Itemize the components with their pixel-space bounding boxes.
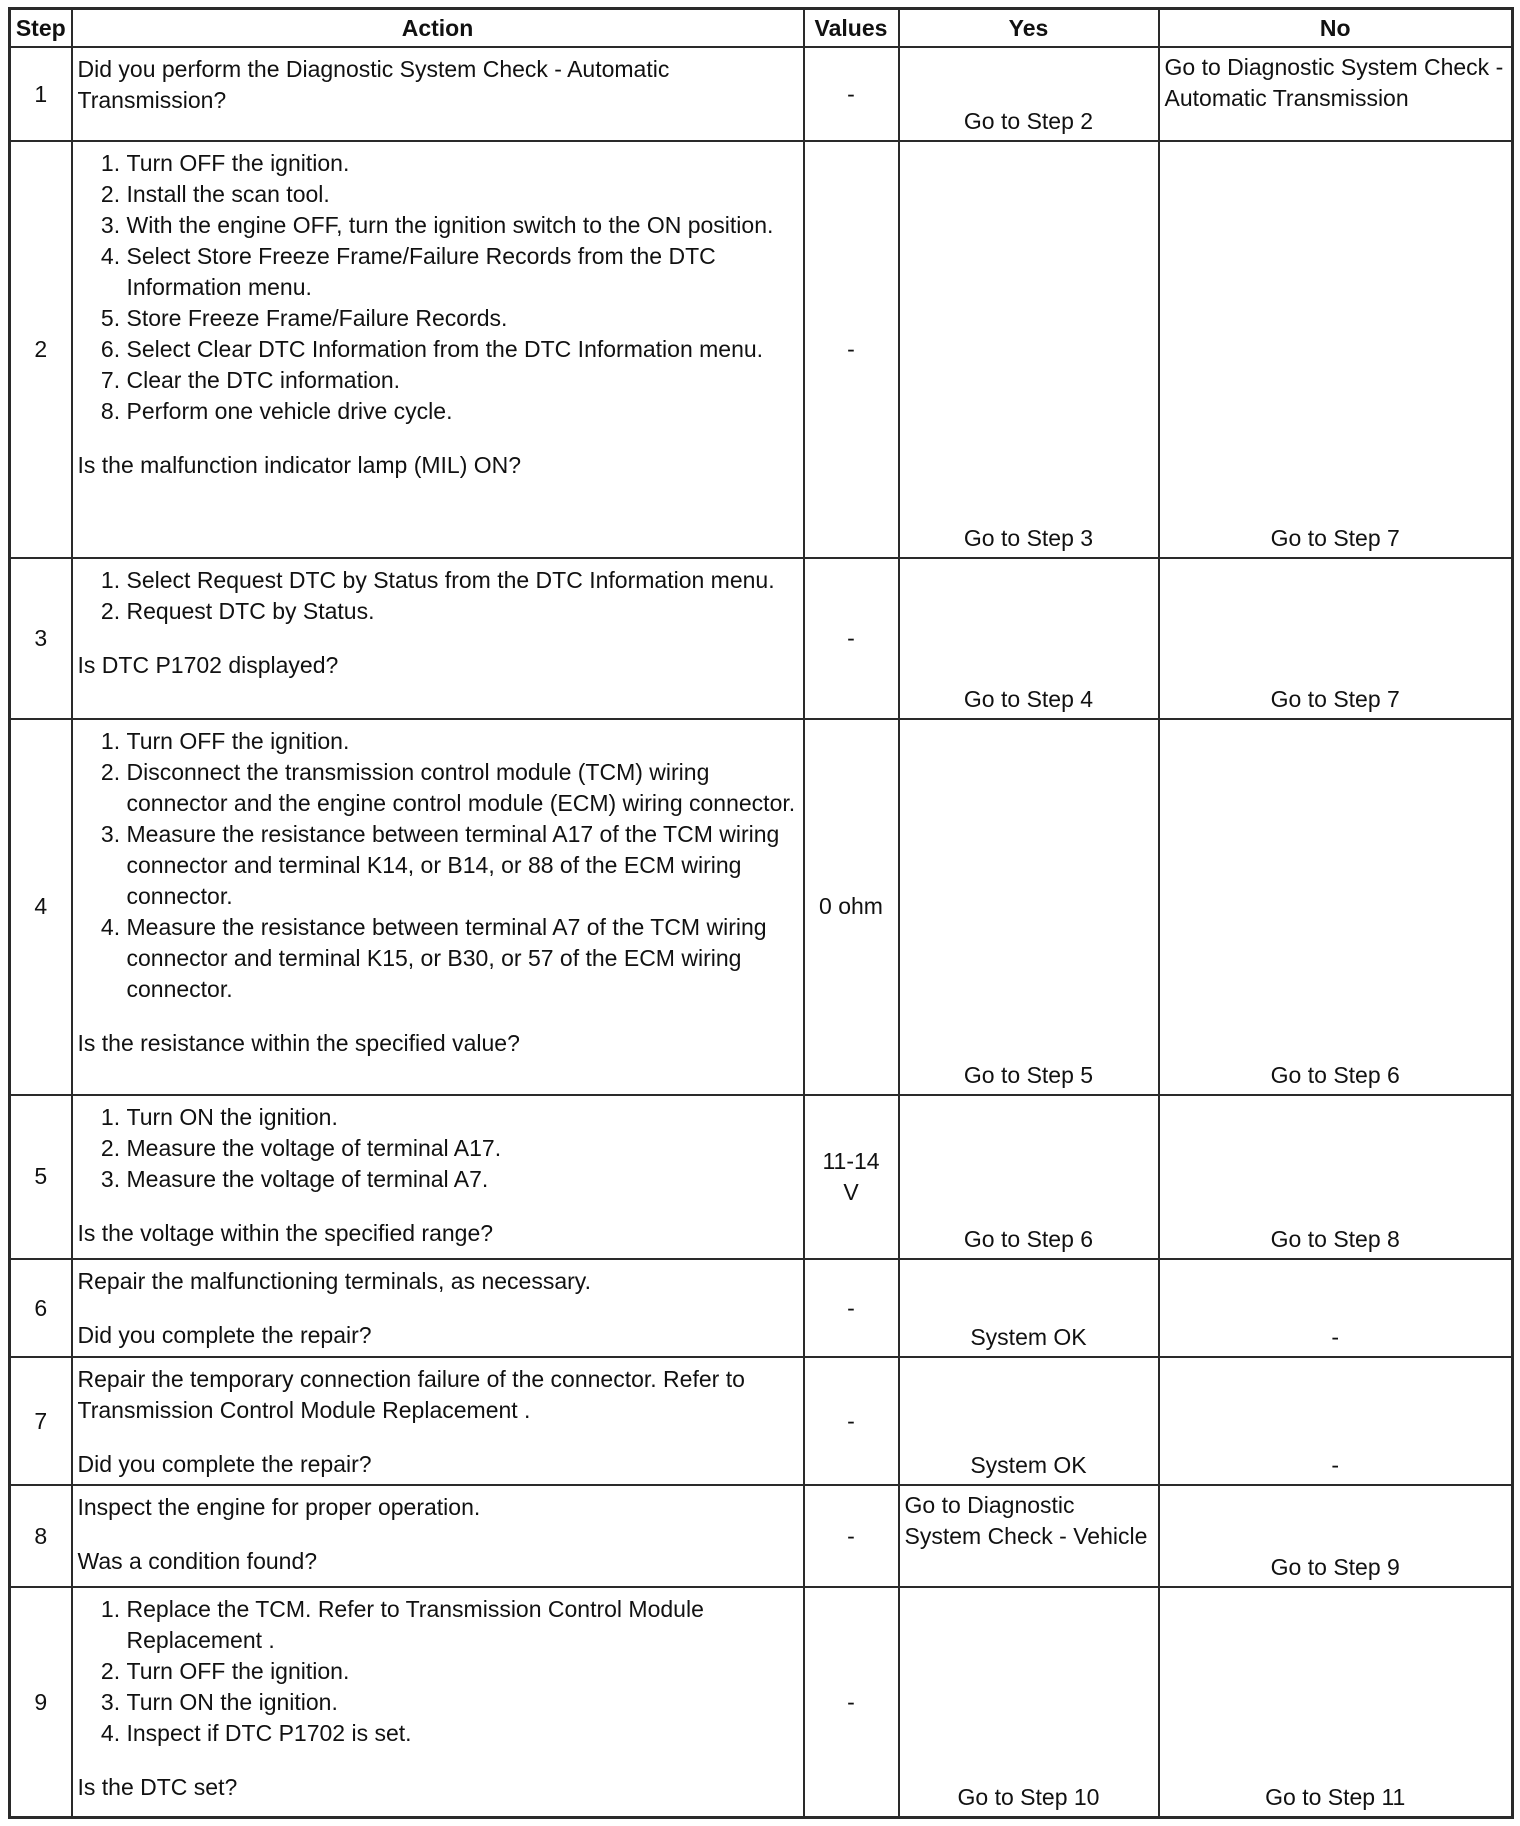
no-cell: Go to Step 7 bbox=[1159, 558, 1513, 718]
no-cell: Go to Step 9 bbox=[1159, 1485, 1513, 1587]
yes-cell: Go to Step 3 bbox=[899, 141, 1159, 558]
table-row bbox=[10, 1587, 1513, 1817]
list-item: 3. Measure the voltage of terminal A7. bbox=[127, 1164, 798, 1195]
list-item: 4. Inspect if DTC P1702 is set. bbox=[127, 1718, 798, 1749]
step-number: 7 bbox=[10, 1357, 72, 1485]
list-item: 1. Turn OFF the ignition. bbox=[127, 148, 798, 179]
no-cell: Go to Step 8 bbox=[1159, 1095, 1513, 1259]
list-item: 6. Select Clear DTC Information from the DTC Information menu. bbox=[127, 334, 798, 365]
value-cell: 11-14 V bbox=[804, 1095, 899, 1259]
action-cell bbox=[72, 47, 804, 141]
action-cell bbox=[72, 1485, 804, 1587]
value-cell: - bbox=[804, 141, 899, 558]
no-cell: Go to Step 7 bbox=[1159, 141, 1513, 558]
list-item: 2. Request DTC by Status. bbox=[127, 596, 798, 627]
action-cell bbox=[72, 141, 804, 558]
list-item: 8. Perform one vehicle drive cycle. bbox=[127, 396, 798, 427]
action-steps-list bbox=[78, 1594, 798, 1749]
action-steps-list bbox=[78, 1102, 798, 1195]
list-item: 4. Select Store Freeze Frame/Failure Records from the DTC Information menu. bbox=[127, 241, 798, 303]
action-question: Is the DTC set? bbox=[77, 1774, 238, 1801]
list-item: 3. Turn ON the ignition. bbox=[127, 1687, 798, 1718]
list-item: 5. Store Freeze Frame/Failure Records. bbox=[127, 303, 798, 334]
table-row bbox=[10, 1357, 1513, 1485]
list-item: 7. Clear the DTC information. bbox=[127, 365, 798, 396]
action-text: Inspect the engine for proper operation. bbox=[77, 1494, 481, 1521]
list-item: 1. Replace the TCM. Refer to Transmission Control Module Replacement . bbox=[127, 1594, 798, 1656]
list-item: 1. Select Request DTC by Status from the DTC Information menu. bbox=[127, 565, 798, 596]
action-text: Did you perform the Diagnostic System Check - Automatic Transmission? bbox=[77, 56, 670, 113]
list-item: 3. With the engine OFF, turn the ignition switch to the ON position. bbox=[127, 210, 798, 241]
header-step: Step bbox=[10, 9, 72, 48]
yes-cell: Go to Diagnostic System Check - Vehicle bbox=[899, 1485, 1159, 1587]
list-item: 1. Turn OFF the ignition. bbox=[127, 726, 798, 757]
table-row bbox=[10, 719, 1513, 1095]
header-no: No bbox=[1159, 9, 1513, 48]
header-row bbox=[10, 9, 1513, 48]
list-item: 1. Turn ON the ignition. bbox=[127, 1102, 798, 1133]
value-cell: - bbox=[804, 1485, 899, 1587]
no-cell: Go to Step 6 bbox=[1159, 719, 1513, 1095]
action-steps-list bbox=[78, 726, 798, 1005]
action-cell bbox=[72, 1095, 804, 1259]
yes-cell: Go to Step 4 bbox=[899, 558, 1159, 718]
no-cell: - bbox=[1159, 1259, 1513, 1357]
yes-cell: Go to Step 6 bbox=[899, 1095, 1159, 1259]
header-yes: Yes bbox=[899, 9, 1159, 48]
action-text: Repair the temporary connection failure of the connector. Refer to Transmission Control Module Replacement . bbox=[77, 1366, 745, 1424]
list-item: 2. Measure the voltage of terminal A17. bbox=[127, 1133, 798, 1164]
step-number: 8 bbox=[10, 1485, 72, 1587]
value-cell: 0 ohm bbox=[804, 719, 899, 1095]
header-action: Action bbox=[72, 9, 804, 48]
action-cell bbox=[72, 1259, 804, 1357]
value-cell: - bbox=[804, 1587, 899, 1817]
action-question: Is the malfunction indicator lamp (MIL) ON? bbox=[77, 452, 522, 479]
table-row bbox=[10, 1259, 1513, 1357]
step-number: 1 bbox=[10, 47, 72, 141]
action-question: Did you complete the repair? bbox=[77, 1451, 372, 1478]
list-item: 4. Measure the resistance between terminal A7 of the TCM wiring connector and terminal K15, or B30, or 57 of the ECM wiring connector. bbox=[127, 912, 798, 1005]
action-question: Is the resistance within the specified value? bbox=[77, 1029, 520, 1056]
step-number: 6 bbox=[10, 1259, 72, 1357]
value-cell: - bbox=[804, 47, 899, 141]
action-cell bbox=[72, 719, 804, 1095]
table-row bbox=[10, 558, 1513, 718]
action-question: Was a condition found? bbox=[77, 1548, 318, 1575]
list-item: 3. Measure the resistance between terminal A17 of the TCM wiring connector and terminal K14, or B14, or 88 of the ECM wiring connector. bbox=[127, 819, 798, 912]
action-question: Is DTC P1702 displayed? bbox=[77, 652, 339, 679]
no-cell: Go to Step 11 bbox=[1159, 1587, 1513, 1817]
step-number: 2 bbox=[10, 141, 72, 558]
step-number: 5 bbox=[10, 1095, 72, 1259]
action-question: Did you complete the repair? bbox=[77, 1321, 372, 1348]
action-cell bbox=[72, 1587, 804, 1817]
list-item: 2. Disconnect the transmission control module (TCM) wiring connector and the engine control module (ECM) wiring connector. bbox=[127, 757, 798, 819]
action-question: Is the voltage within the specified range? bbox=[77, 1219, 494, 1246]
header-values: Values bbox=[804, 9, 899, 48]
step-number: 4 bbox=[10, 719, 72, 1095]
no-cell: Go to Diagnostic System Check - Automatic Transmission bbox=[1159, 47, 1513, 141]
action-steps-list bbox=[78, 148, 798, 427]
table-row bbox=[10, 1485, 1513, 1587]
yes-cell: Go to Step 10 bbox=[899, 1587, 1159, 1817]
list-item: 2. Install the scan tool. bbox=[127, 179, 798, 210]
action-steps-list bbox=[78, 565, 798, 627]
action-text: Repair the malfunctioning terminals, as necessary. bbox=[77, 1267, 591, 1294]
list-item: 2. Turn OFF the ignition. bbox=[127, 1656, 798, 1687]
value-cell: - bbox=[804, 558, 899, 718]
step-number: 9 bbox=[10, 1587, 72, 1817]
table-row bbox=[10, 1095, 1513, 1259]
value-cell: - bbox=[804, 1357, 899, 1485]
yes-cell: Go to Step 5 bbox=[899, 719, 1159, 1095]
table-row bbox=[10, 47, 1513, 141]
yes-cell: System OK bbox=[899, 1259, 1159, 1357]
step-number: 3 bbox=[10, 558, 72, 718]
action-cell bbox=[72, 558, 804, 718]
diagnostic-table bbox=[8, 7, 1514, 1819]
action-cell bbox=[72, 1357, 804, 1485]
table-row bbox=[10, 141, 1513, 558]
yes-cell: Go to Step 2 bbox=[899, 47, 1159, 141]
yes-cell: System OK bbox=[899, 1357, 1159, 1485]
no-cell: - bbox=[1159, 1357, 1513, 1485]
value-cell: - bbox=[804, 1259, 899, 1357]
